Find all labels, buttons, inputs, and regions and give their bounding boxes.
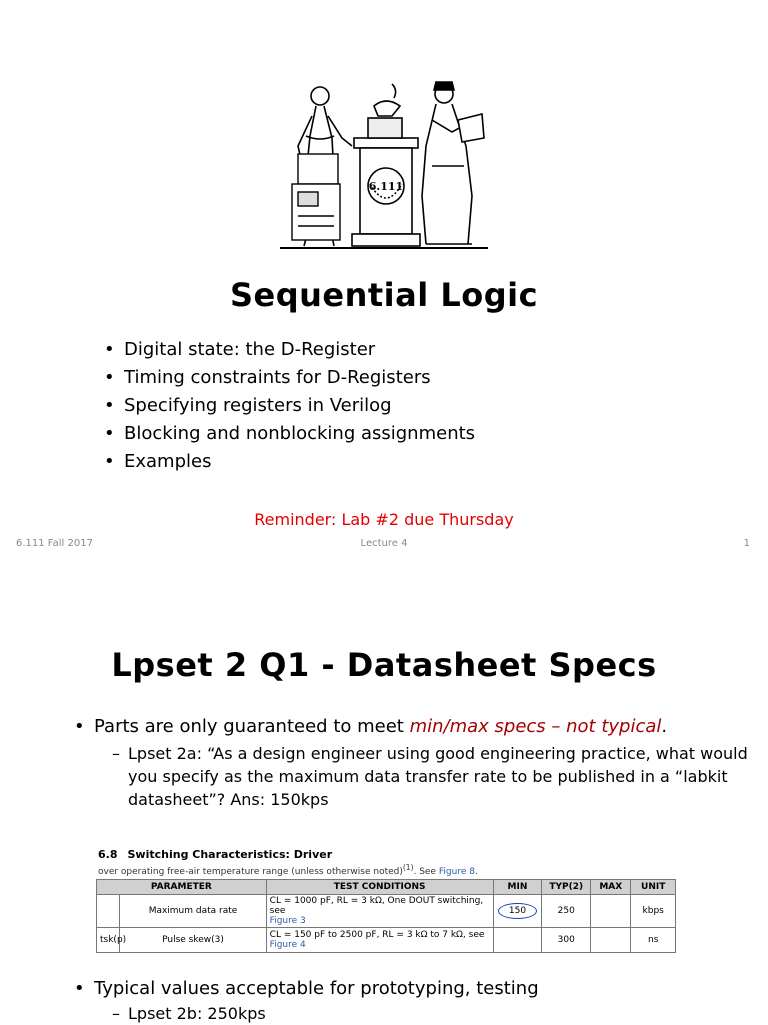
table-row: tsk(p) Pulse skew(3) CL = 150 pF to 2500 pF, RL = 3 kΩ to 7 kΩ, see Figure 4 300 ns [97,928,676,953]
switching-characteristics-table [96,879,676,953]
sub-bullet-lpset-2a: – Lpset 2a: “As a design engineer using good engineering practice, what would you specify as the maximum data transfer rate to be published in a “labkit datasheet”? Ans: 150kps [112,744,748,809]
reminder-text: Reminder: Lab #2 due Thursday [254,510,514,529]
sub-bullet-lpset-2b: – Lpset 2b: 250kps [112,1004,266,1023]
column-header: TEST CONDITIONS [266,880,493,895]
course-logo-illustration [276,76,492,254]
table-row: Maximum data rate CL = 1000 pF, RL = 3 kΩ, One DOUT switching, see Figure 3 150 250 kbps [97,895,676,928]
topic-item: • Blocking and nonblocking assignments [104,420,475,448]
topic-item: • Digital state: the D-Register [104,336,475,364]
topic-item: • Specifying registers in Verilog [104,392,475,420]
logo-text: 6.111 [368,180,404,193]
footer-page-number: 1 [743,538,750,549]
topic-item: • Examples [104,448,475,476]
column-header: PARAMETER [97,880,267,895]
footer-course: 6.111 Fall 2017 [16,538,93,549]
datasheet-excerpt [96,848,676,953]
column-header: MAX [591,880,631,895]
emphasis-text: min/max specs – not typical [409,716,662,737]
footer-lecture: Lecture 4 [360,538,408,549]
table-header-row [97,880,676,895]
column-header: MIN [493,880,542,895]
datasheet-heading: 6.8 Switching Characteristics: Driver [98,848,333,861]
slide-title: Lpset 2 Q1 - Datasheet Specs [111,646,657,684]
bullet-guaranteed-specs: • Parts are only guaranteed to meet min/max specs – not typical. [74,716,668,737]
slide-2 [0,566,768,1024]
datasheet-subheading: over operating free-air temperature range (unless otherwise noted)$^{(1)}$. See Figure 8. [98,863,478,877]
column-header: TYP(2) [542,880,591,895]
topic-item: • Timing constraints for D-Registers [104,364,475,392]
highlight-circle: 150 [498,903,537,919]
column-header: UNIT [631,880,676,895]
bullet-typical-values: • Typical values acceptable for prototyping, testing [74,978,539,999]
slide-title: Sequential Logic [229,276,539,314]
topic-list [104,336,475,476]
